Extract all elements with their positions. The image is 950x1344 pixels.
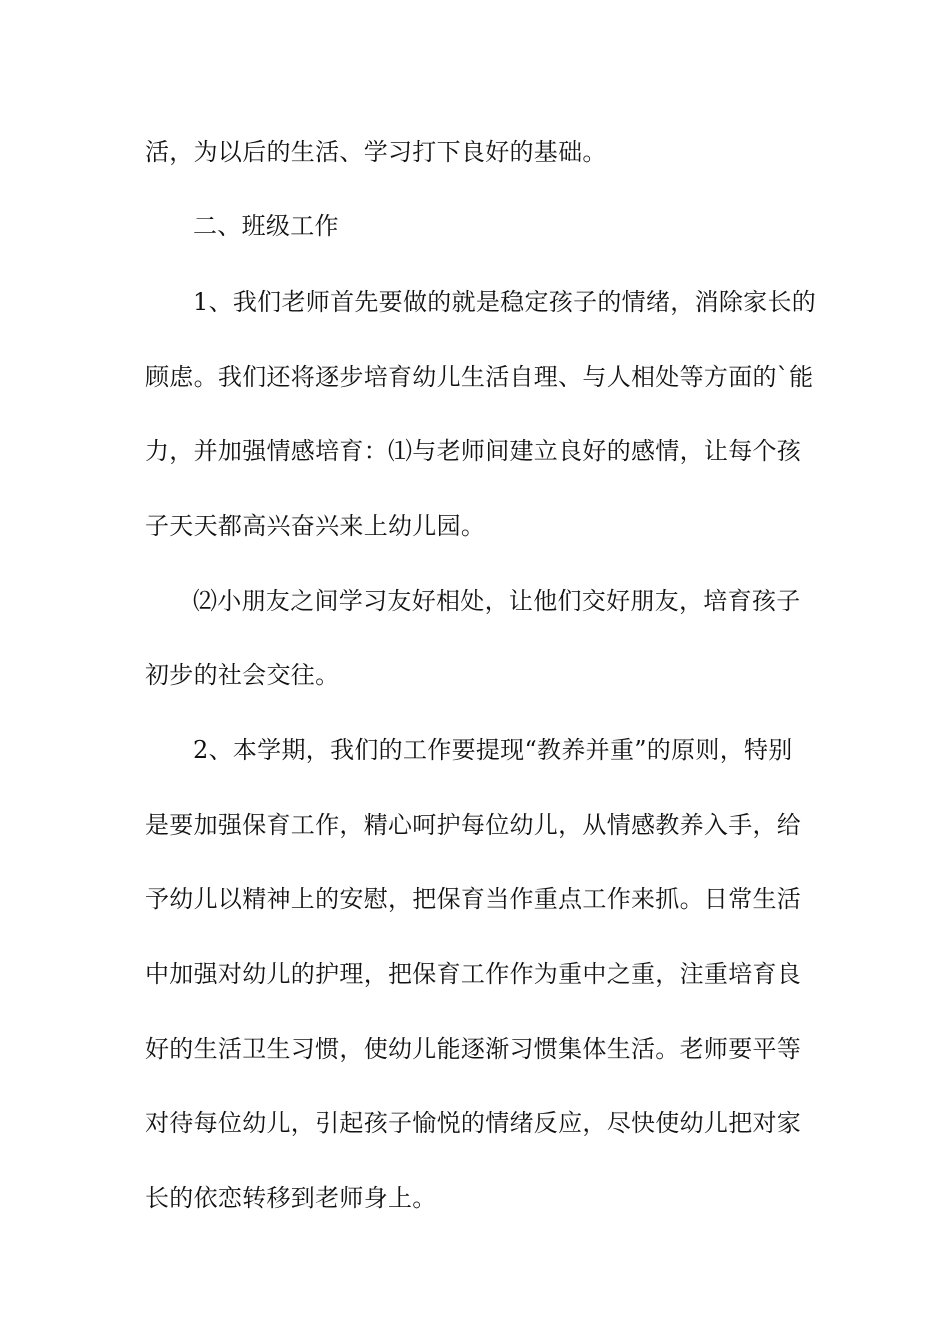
text-line: 对待每位幼儿，引起孩子愉悦的情绪反应，尽快使幼儿把对家 (145, 1109, 802, 1137)
text-line: 好的生活卫生习惯，使幼儿能逐渐习惯集体生活。老师要平等 (145, 1035, 802, 1063)
text-line: 2、本学期，我们的工作要提现“教养并重”的原则，特别 (193, 736, 793, 764)
text-line: 活，为以后的生活、学习打下良好的基础。 (145, 138, 607, 166)
text-line: 力，并加强情感培育：⑴与老师间建立良好的感情，让每个孩 (145, 437, 802, 465)
text-line: 长的依恋转移到老师身上。 (145, 1184, 437, 1212)
text-line: 顾虑。我们还将逐步培育幼儿生活自理、与人相处等方面的`能 (145, 363, 814, 391)
text-line: 子天天都高兴奋兴来上幼儿园。 (145, 512, 486, 540)
section-heading: 二、班级工作 (193, 212, 339, 240)
text-line: ⑵小朋友之间学习友好相处，让他们交好朋友，培育孩子 (193, 587, 801, 615)
text-line: 是要加强保育工作，精心呵护每位幼儿，从情感教养入手，给 (145, 811, 802, 839)
text-line: 初步的社会交往。 (145, 661, 340, 689)
text-line: 1、我们老师首先要做的就是稳定孩子的情绪，消除家长的 (193, 288, 817, 316)
text-line: 中加强对幼儿的护理，把保育工作作为重中之重，注重培育良 (145, 960, 802, 988)
text-line: 予幼儿以精神上的安慰，把保育当作重点工作来抓。日常生活 (145, 885, 802, 913)
